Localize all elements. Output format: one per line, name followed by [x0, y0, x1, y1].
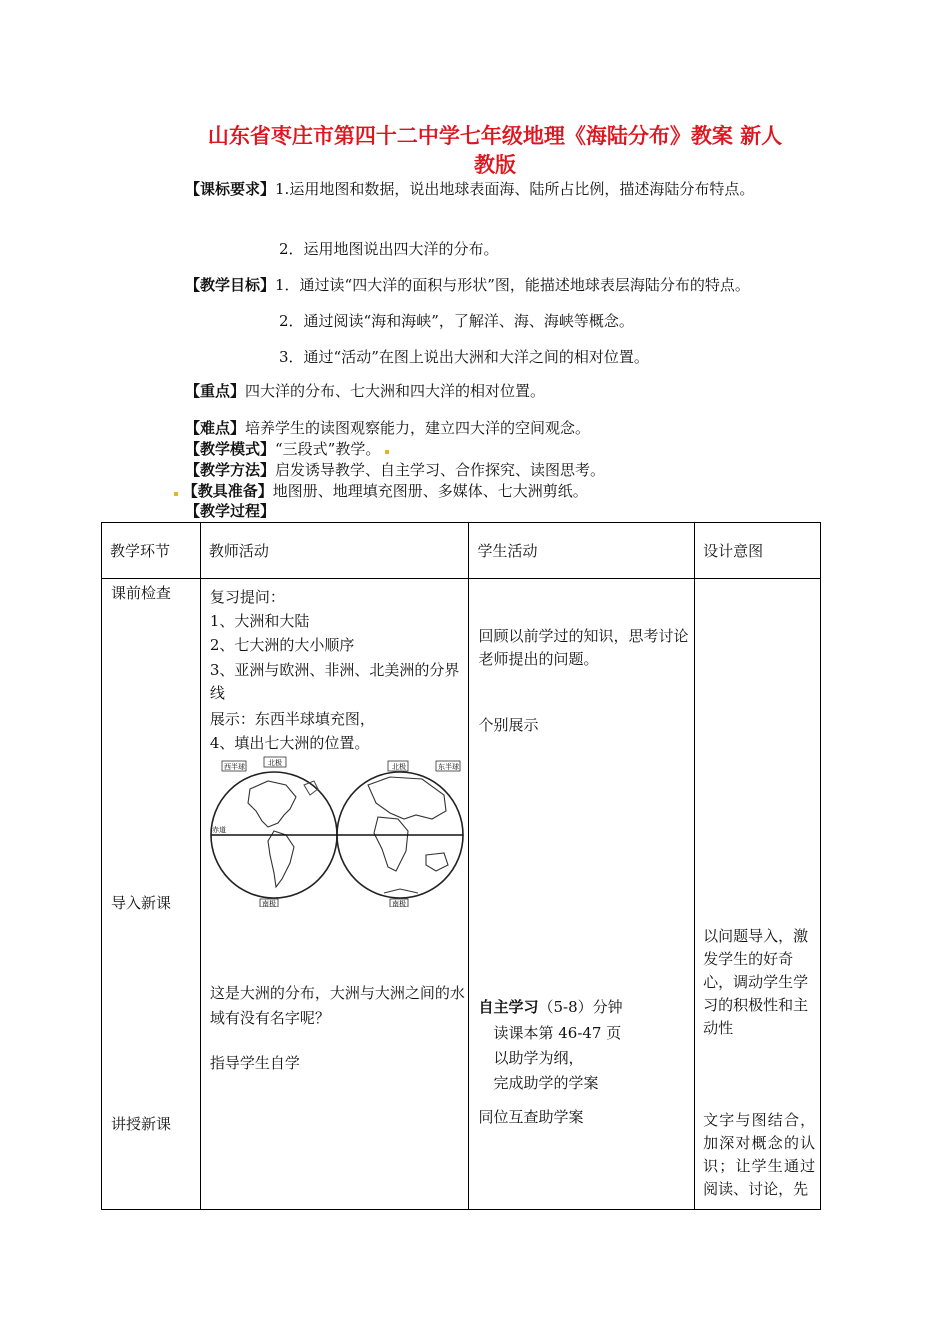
teacher-guide: 指导学生自学 [209, 1054, 300, 1072]
student-show: 个别展示 [478, 716, 539, 734]
table-header-row [102, 523, 821, 579]
difficulty-label: 【难点】 [185, 419, 246, 437]
header-teacher: 教师活动 [200, 523, 469, 579]
requirements-label: 【课标要求】 [185, 180, 276, 198]
mode-text: “三段式”教学。 [275, 440, 381, 458]
hemisphere-map [208, 755, 466, 907]
student-self-label: 自主学习 [478, 998, 539, 1016]
requirements-item1: 1.运用地图和数据，说出地球表面海、陆所占比例，描述海陆分布特点。 [275, 180, 755, 198]
stage-precheck: 课前检查 [111, 584, 172, 602]
method-text: 启发诱导教学、自主学习、合作探究、读图思考。 [275, 461, 606, 479]
map-label-south-east: 南极 [391, 900, 406, 907]
teacher-show: 展示：东西半球填充图， [209, 710, 375, 728]
tools-text: 地图册、地理填充图册、多媒体、七大洲剪纸。 [272, 482, 588, 500]
teacher-intro: 这是大洲的分布，大洲与大洲之间的水域有没有名字呢？ [209, 984, 465, 1027]
document-title-line2: 教版 [474, 153, 516, 177]
document-title-line1: 山东省枣庄市第四十二中学七年级地理《海陆分布》教案 新人 [207, 124, 783, 148]
map-label-east: 东半球 [437, 763, 459, 771]
teacher-cell [200, 579, 469, 1210]
mark-dot [174, 492, 178, 496]
requirements-item2: 2．运用地图说出四大洋的分布。 [279, 240, 499, 258]
student-finish: 完成助学的学案 [493, 1074, 599, 1092]
key-point-text: 四大洋的分布、七大洲和四大洋的相对位置。 [245, 382, 546, 400]
intent-teach: 文字与图结合，加深对概念的认识；让学生通过阅读、讨论，先 [703, 1111, 816, 1198]
lesson-process-table [101, 522, 821, 1210]
process-label: 【教学过程】 [185, 502, 276, 520]
header-student: 学生活动 [469, 523, 695, 579]
objectives-item2: 2．通过阅读“海和海峡”，了解洋、海、海峡等概念。 [279, 312, 634, 330]
table-body-row [102, 579, 821, 1210]
objectives-item3: 3．通过“活动”在图上说出大洲和大洋之间的相对位置。 [279, 348, 649, 366]
requirements-row [185, 179, 754, 199]
process-row [185, 501, 275, 521]
student-recall: 回顾以前学过的知识，思考讨论老师提出的问题。 [478, 627, 689, 668]
teacher-q2: 2、七大洲的大小顺序 [209, 636, 355, 654]
student-cell [469, 579, 695, 1210]
student-self-time: （5-8）分钟 [538, 998, 623, 1016]
objectives-label: 【教学目标】 [185, 276, 276, 294]
key-point-row [185, 381, 545, 401]
stage-intro: 导入新课 [111, 894, 172, 912]
teacher-q4: 4、填出七大洲的位置。 [209, 734, 370, 752]
teacher-q3: 3、亚洲与欧洲、非洲、北美洲的分界线 [209, 661, 460, 702]
student-self-study [478, 995, 622, 1020]
method-label: 【教学方法】 [185, 461, 276, 479]
difficulty-text: 培养学生的读图观察能力，建立四大洋的空间观念。 [245, 419, 591, 437]
objectives-row [185, 275, 750, 295]
teacher-review-title: 复习提问： [209, 588, 285, 606]
tools-row [174, 481, 588, 501]
map-label-west: 西半球 [223, 763, 245, 771]
mode-row [185, 439, 389, 459]
difficulty-row [185, 418, 590, 438]
map-label-south-west: 南极 [261, 900, 276, 907]
intent-intro: 以问题导入，激发学生的好奇心，调动学生学习的积极性和主动性 [703, 927, 809, 1037]
student-guide: 以助学为纲， [493, 1049, 584, 1067]
teacher-q1: 1、大洲和大陆 [209, 612, 310, 630]
eastern-hemisphere [337, 761, 463, 907]
map-label-north-east: 北极 [391, 763, 406, 771]
intent-cell [695, 579, 821, 1210]
mark-dot [385, 450, 389, 454]
student-read: 读课本第 46-47 页 [493, 1024, 622, 1042]
western-hemisphere [211, 757, 337, 907]
map-label-north-west: 北极 [267, 759, 282, 767]
map-label-equator: 赤道 [211, 826, 226, 834]
stage-teach: 讲授新课 [111, 1115, 172, 1133]
student-peer: 同位互查助学案 [478, 1108, 584, 1126]
stage-cell [102, 579, 201, 1210]
tools-label: 【教具准备】 [182, 482, 273, 500]
header-intent: 设计意图 [695, 523, 821, 579]
mode-label: 【教学模式】 [185, 440, 276, 458]
header-stage: 教学环节 [102, 523, 201, 579]
objectives-item1: 1．通过读“四大洋的面积与形状”图，能描述地球表层海陆分布的特点。 [275, 276, 750, 294]
method-row [185, 460, 605, 480]
key-point-label: 【重点】 [185, 382, 246, 400]
